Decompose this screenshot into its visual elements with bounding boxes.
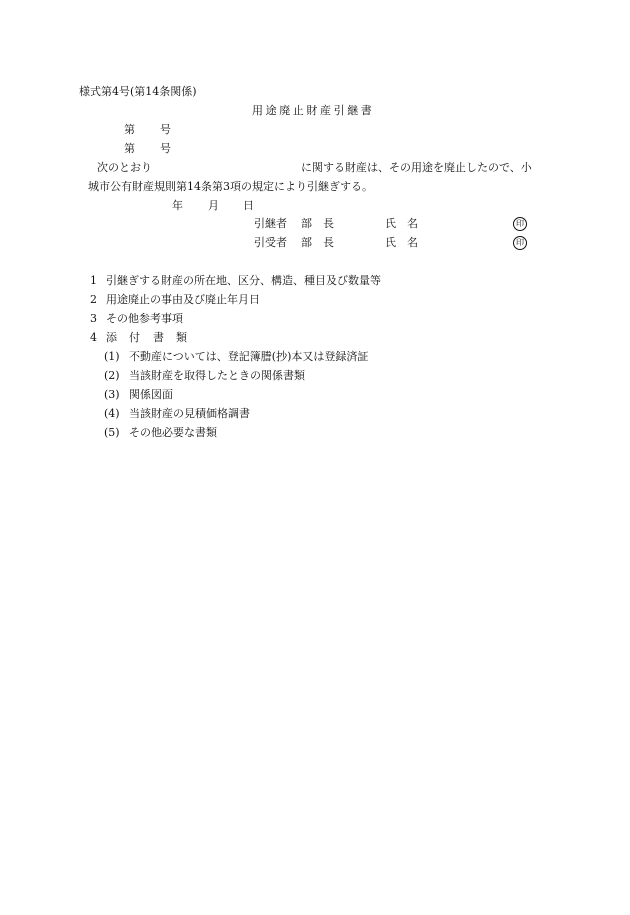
document-title: 用途廃止財産引継書 [252,104,375,117]
date-day: 日 [243,199,254,212]
attachment-2-number: (2) [104,369,120,382]
attachments-label-char-4: 類 [176,331,187,344]
number-line-1-go: 号 [160,123,171,136]
seal-icon: 印 [513,236,527,250]
date-month: 月 [208,199,219,212]
seal-icon: 印 [513,217,527,231]
signature-2-role: 引受者 [254,236,287,249]
body-line-1-start: 次のとおり [97,161,152,174]
signature-1-shi: 氏 [385,217,396,230]
attachment-4-number: (4) [104,407,120,420]
attachment-5-text: その他必要な書類 [129,426,217,439]
number-line-2-go: 号 [160,142,171,155]
item-4-number: 4 [90,331,97,344]
attachments-label-char-2: 付 [129,331,140,344]
signature-2-mei: 名 [407,236,418,249]
item-2-text: 用途廃止の事由及び廃止年月日 [106,293,260,306]
body-line-1-end: に関する財産は、その用途を廃止したので、小 [301,161,532,174]
item-2-number: 2 [90,293,97,306]
signature-1-mei: 名 [407,217,418,230]
item-1-number: 1 [90,274,97,287]
signature-1-role: 引継者 [254,217,287,230]
attachment-1-text: 不動産については、登記簿謄(抄)本又は登録済証 [129,350,369,363]
number-line-1-dai: 第 [124,123,135,136]
attachment-1-number: (1) [104,350,120,363]
attachments-label-char-1: 添 [106,331,117,344]
signature-2-shi: 氏 [385,236,396,249]
number-line-2-dai: 第 [124,142,135,155]
date-year: 年 [172,199,183,212]
signature-1-cho: 長 [323,217,334,230]
attachment-2-text: 当該財産を取得したときの関係書類 [129,369,305,382]
attachment-3-number: (3) [104,388,120,401]
item-3-number: 3 [90,312,97,325]
attachment-4-text: 当該財産の見積価格調書 [129,407,250,420]
signature-2-bu: 部 [301,236,312,249]
item-1-text: 引継ぎする財産の所在地、区分、構造、種目及び数量等 [106,274,381,287]
attachment-5-number: (5) [104,426,120,439]
form-label: 様式第4号(第14条関係) [79,85,197,98]
signature-2-cho: 長 [323,236,334,249]
attachment-3-text: 関係図面 [129,388,173,401]
attachments-label-char-3: 書 [153,331,164,344]
signature-1-bu: 部 [301,217,312,230]
item-3-text: その他参考事項 [106,312,183,325]
body-line-2: 城市公有財産規則第14条第3項の規定により引継ぎする。 [88,180,373,193]
